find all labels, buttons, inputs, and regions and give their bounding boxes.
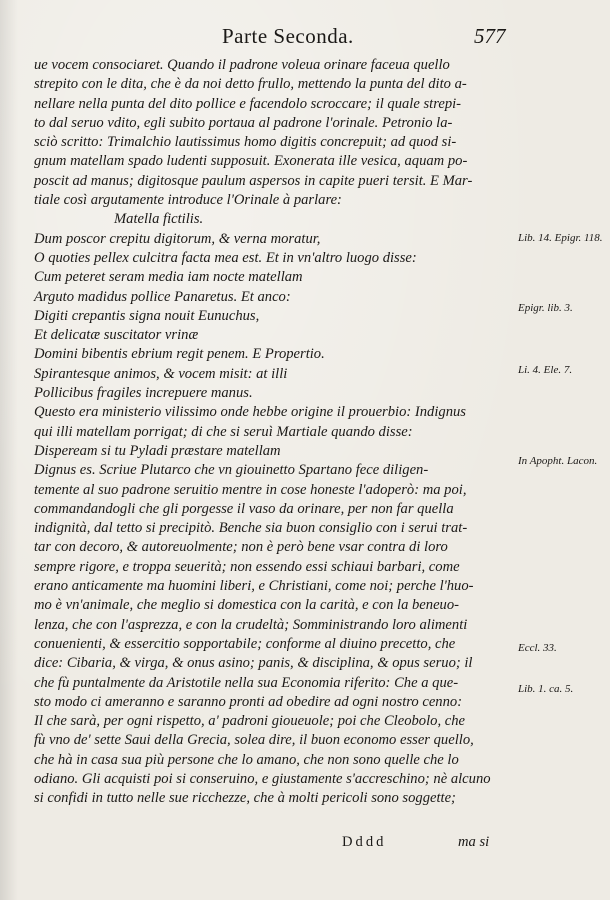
margin-note: Lib. 1. ca. 5.	[518, 683, 574, 695]
text-line: indignità, dal tetto si precipitò. Benche sia buon consiglio con i serui trat-	[34, 520, 468, 537]
page-footer	[0, 834, 610, 858]
text-line: sto modo ci ameranno e saranno pronti ad obedire ad ogni nostro cenno:	[34, 693, 463, 710]
text-line: Questo era ministerio vilissimo onde hebbe origine il prouerbio: Indignus	[34, 404, 466, 421]
verse-line: O quoties pellex culcitra facta mea est. Et in vn'altro luogo disse:	[34, 249, 417, 266]
verse-line: Pollicibus fragiles increpuere manus.	[34, 385, 253, 402]
text-line: poscit ad manus; digitosque paulum aspersos in capite pueri tersit. E Mar-	[34, 172, 473, 189]
text-line: lenza, che con l'asprezza, e con la crudeltà; Somministrando loro alimenti	[34, 616, 468, 633]
text-line: sempre rigore, e troppa seuerità; non essendo essi schiaui barbari, come	[34, 558, 460, 575]
body-text	[34, 56, 516, 809]
margin-note: Lib. 14. Epigr. 118.	[518, 232, 603, 244]
text-line: commandandogli che gli porgesse il vaso da orinare, per non far quella	[34, 500, 454, 517]
text-line: tar con decoro, & autoreuolmente; non è però bene vsar contra di loro	[34, 539, 448, 556]
text-line: Il che sarà, per ogni rispetto, a' padroni gioueuole; poi che Cleobolo, che	[34, 713, 465, 730]
text-line: odiano. Gli acquisti poi si conseruino, e giustamente s'accreschino; nè alcuno	[34, 770, 491, 787]
text-line: che fù puntalmente da Aristotile nella sua Economia riferito: Che a que-	[34, 674, 459, 691]
text-line: sciò scritto: Trimalchio lautissimus homo digitis concrepuit; ad quod si-	[34, 134, 457, 151]
margin-notes	[518, 0, 610, 900]
verse-line: Cum peteret seram media iam nocte matellam	[34, 269, 303, 286]
verse-line: Et delicatæ suscitator vrinæ	[34, 327, 199, 344]
catchword: ma si	[458, 834, 490, 850]
signature-mark: Dddd	[342, 834, 387, 850]
verse-line: Dum poscor crepitu digitorum, & verna moratur,	[34, 230, 321, 247]
text-line: che hà in casa sua più persone che lo amano, che non sono quelle che lo	[34, 751, 459, 768]
text-line: ue vocem consociaret. Quando il padrone voleua orinare faceua quello	[34, 57, 450, 73]
text-line: fù vno de' sette Saui della Grecia, solea dire, il buon economo esser quello,	[34, 732, 474, 749]
text-line: qui illi matellam porrigat; di che si seruì Martiale quando disse:	[34, 423, 413, 440]
text-line: nellare nella punta del dito pollice e facendolo scroccare; il quale strepi-	[34, 95, 462, 112]
verse-line: Dispeream si tu Pyladi præstare matellam	[34, 442, 281, 459]
margin-note: In Apopht. Lacon.	[518, 455, 598, 467]
text-line: erano anticamente ma huomini liberi, e Christiani, come noi; perche l'huo-	[34, 578, 474, 595]
verse-title: Matella fictilis.	[114, 211, 204, 228]
text-line: conuenienti, & essercitio sopportabile; conforme al diuino precetto, che	[34, 635, 456, 652]
text-line: gnum matellam spado ludenti supposuit. Exonerata ille vesica, aquam po-	[34, 153, 468, 170]
page-number: 577	[474, 24, 506, 48]
margin-note: Eccl. 33.	[518, 642, 557, 654]
text-line: temente al suo padrone seruitio mentre in cose honeste l'adoperò: ma poi,	[34, 481, 467, 498]
text-line: dice: Cibaria, & virga, & onus asino; panis, & disciplina, & opus seruo; il	[34, 655, 473, 672]
text-line: mo è vn'animale, che meglio si domestica con la carità, e con la beneuo-	[34, 597, 460, 614]
verse-line: Digiti crepantis signa nouit Eunuchus,	[34, 307, 260, 324]
running-head: Parte Seconda.	[222, 24, 354, 48]
text-line: si confidi in tutto nelle sue ricchezze, che à molti pericoli sono soggette;	[34, 790, 456, 807]
text-line: Dignus es. Scriue Plutarco che vn giouinetto Spartano fece diligen-	[34, 462, 429, 479]
margin-note: Epigr. lib. 3.	[518, 302, 573, 314]
verse-line: Domini bibentis ebrium regit penem. E Propertio.	[34, 346, 325, 363]
margin-note: Li. 4. Ele. 7.	[518, 364, 573, 376]
verse-line: Spirantesque animos, & vocem misit: at illi	[34, 365, 288, 382]
text-line: to dal seruo vdito, egli subito portaua al padrone l'orinale. Petronio la-	[34, 114, 453, 131]
text-line: strepito con le dita, che è da noi detto frullo, mettendo la punta del dito a-	[34, 76, 467, 93]
verse-line: Arguto madidus pollice Panaretus. Et anco:	[34, 288, 291, 305]
text-line: tiale così argutamente introduce l'Orinale à parlare:	[34, 192, 342, 209]
